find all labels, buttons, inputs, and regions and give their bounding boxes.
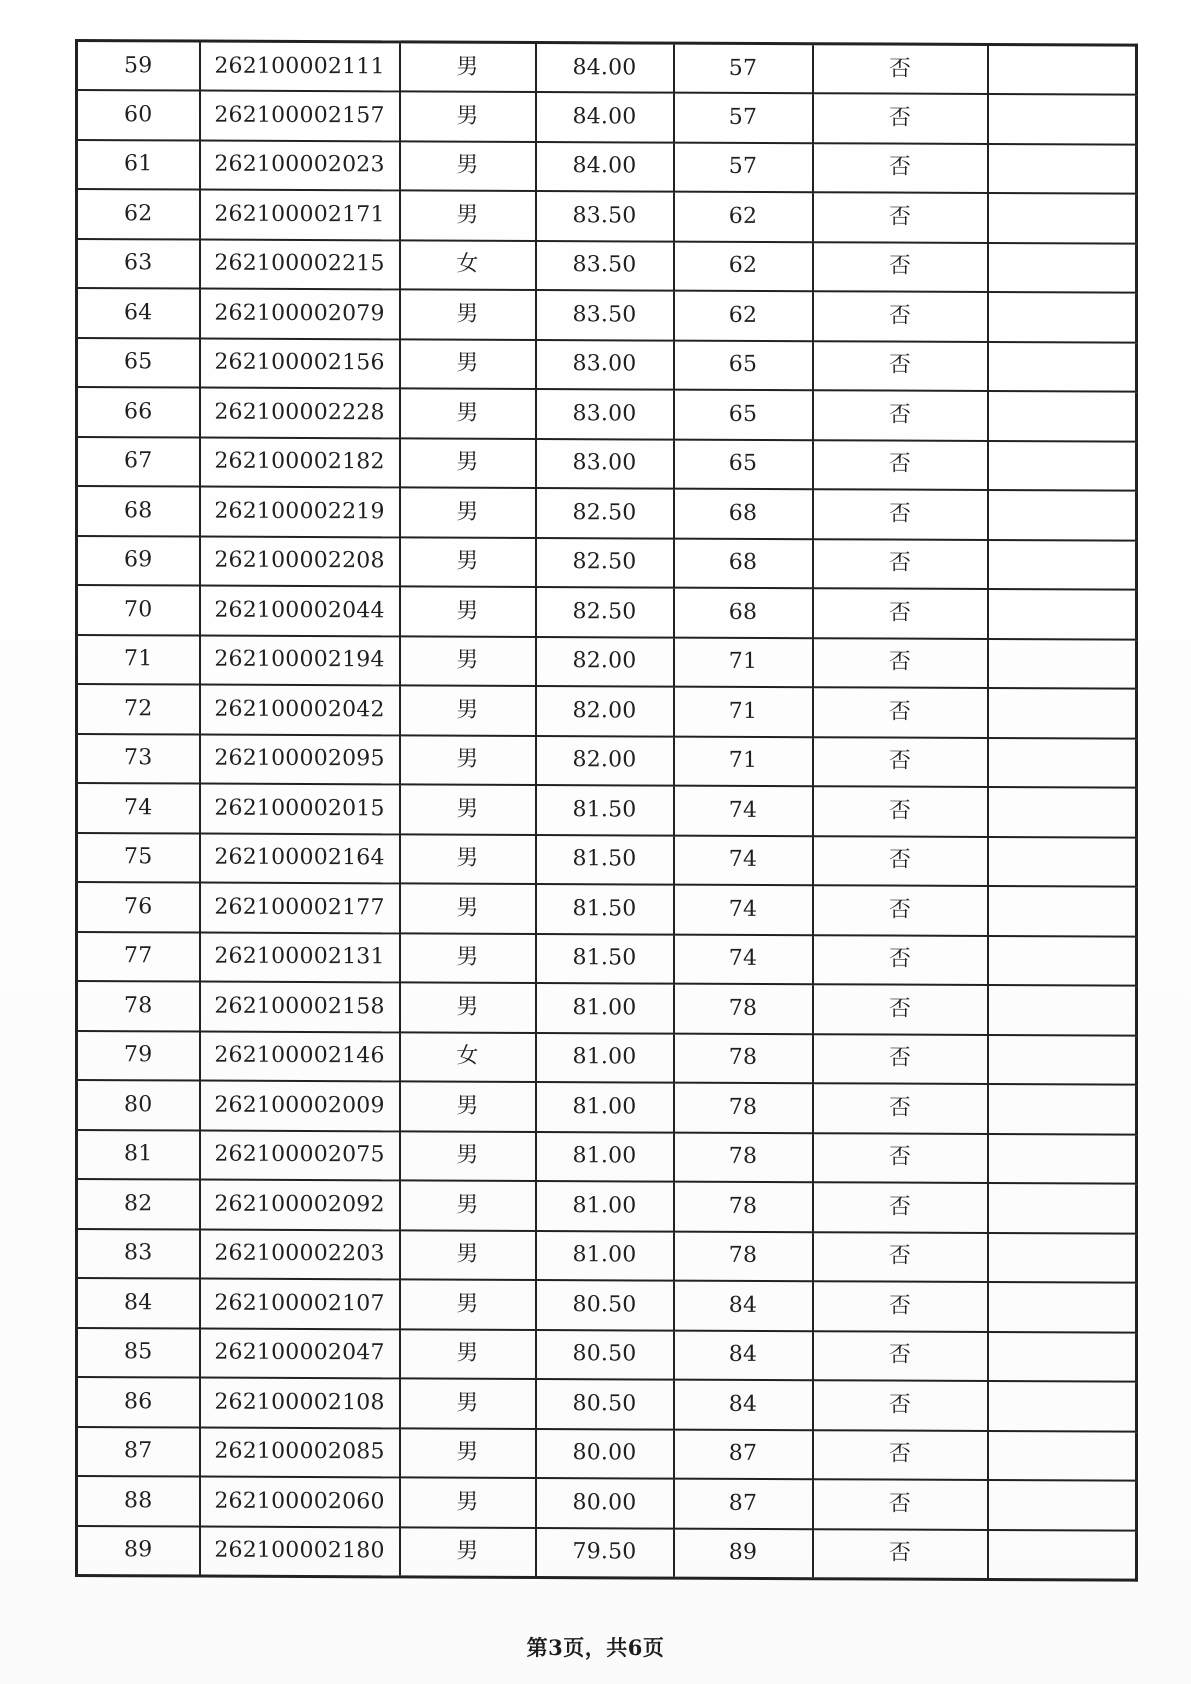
remark-cell [988,1183,1137,1233]
status-cell: 否 [813,984,988,1034]
candidate-id-cell: 262100002111 [200,41,400,91]
rank-cell: 78 [674,1231,813,1281]
score-cell: 81.00 [536,1082,674,1132]
row-number-cell: 84 [77,1278,200,1328]
candidate-id-cell: 262100002203 [200,1229,400,1279]
status-cell: 否 [813,341,988,391]
score-cell: 84.00 [536,92,674,142]
status-cell: 否 [813,588,988,638]
candidate-id-cell: 262100002157 [200,91,400,141]
status-cell: 否 [813,687,988,737]
row-number-cell: 89 [77,1526,200,1576]
table-row [77,437,1137,491]
remark-cell [988,1331,1137,1381]
table-row [77,41,1137,95]
remark-cell [988,1232,1137,1282]
candidate-id-cell: 262100002079 [200,289,400,339]
rank-cell: 78 [674,1132,813,1182]
remark-cell [988,737,1137,787]
candidate-id-cell: 262100002156 [200,338,400,388]
score-cell: 84.00 [536,142,674,192]
rank-cell: 89 [674,1528,813,1578]
table-row [77,189,1137,243]
rank-cell: 74 [674,786,813,836]
row-number-cell: 60 [77,90,200,140]
rank-cell: 71 [674,736,813,786]
score-cell: 83.50 [536,290,674,340]
gender-cell: 女 [400,240,536,290]
score-cell: 81.50 [536,934,674,984]
candidate-id-cell: 262100002180 [200,1526,400,1576]
score-cell: 83.00 [536,389,674,439]
remark-cell [988,787,1137,837]
candidate-id-cell: 262100002182 [200,437,400,487]
status-cell: 否 [813,44,988,94]
gender-cell: 男 [400,685,536,735]
gender-cell: 男 [400,1081,536,1131]
rank-cell: 68 [674,489,813,539]
status-cell: 否 [813,1034,988,1084]
gender-cell: 男 [400,1279,536,1329]
row-number-cell: 87 [77,1427,200,1477]
row-number-cell: 76 [77,882,200,932]
row-number-cell: 62 [77,189,200,239]
row-number-cell: 61 [77,140,200,190]
status-cell: 否 [813,1281,988,1331]
remark-cell [988,1282,1137,1332]
rank-cell: 65 [674,340,813,390]
score-cell: 82.00 [536,736,674,786]
status-cell: 否 [813,440,988,490]
remark-cell [988,1034,1137,1084]
table-row [77,1130,1137,1184]
table-row [77,684,1137,738]
gender-cell: 男 [400,735,536,785]
score-cell: 80.50 [536,1280,674,1330]
results-table-body [77,41,1137,1580]
rank-cell: 87 [674,1429,813,1479]
row-number-cell: 74 [77,783,200,833]
remark-cell [988,688,1137,738]
remark-cell [988,94,1137,144]
candidate-id-cell: 262100002075 [200,1130,400,1180]
table-row [77,239,1137,293]
score-cell: 83.00 [536,340,674,390]
row-number-cell: 71 [77,635,200,685]
score-cell: 83.50 [536,191,674,241]
remark-cell [988,1084,1137,1134]
remark-cell [988,638,1137,688]
gender-cell: 男 [400,1527,536,1577]
rank-cell: 87 [674,1479,813,1529]
candidate-id-cell: 262100002042 [200,685,400,735]
row-number-cell: 78 [77,981,200,1031]
gender-cell: 男 [400,1131,536,1181]
rank-cell: 62 [674,241,813,291]
candidate-id-cell: 262100002107 [200,1279,400,1329]
rank-cell: 62 [674,291,813,341]
table-row [77,1229,1137,1283]
remark-cell [988,341,1137,391]
score-cell: 81.50 [536,785,674,835]
remark-cell [988,440,1137,490]
status-cell: 否 [813,390,988,440]
page-footer: 第3页，共6页 [526,1635,665,1660]
gender-cell: 男 [400,438,536,488]
remark-cell [988,1133,1137,1183]
remark-cell [988,1480,1137,1530]
table-row [77,486,1137,540]
status-cell: 否 [813,1133,988,1183]
candidate-id-cell: 262100002047 [200,1328,400,1378]
rank-cell: 57 [674,93,813,143]
row-number-cell: 73 [77,734,200,784]
table-row [77,1328,1137,1382]
remark-cell [988,1381,1137,1431]
remark-cell [988,985,1137,1035]
status-cell: 否 [813,192,988,242]
rank-cell: 65 [674,439,813,489]
table-row [77,1179,1137,1233]
rank-cell: 78 [674,1083,813,1133]
gender-cell: 男 [400,982,536,1032]
candidate-id-cell: 262100002194 [200,635,400,685]
rank-cell: 68 [674,538,813,588]
candidate-id-cell: 262100002044 [200,586,400,636]
status-cell: 否 [813,836,988,886]
gender-cell: 男 [400,933,536,983]
status-cell: 否 [813,1182,988,1232]
status-cell: 否 [813,885,988,935]
score-cell: 79.50 [536,1528,674,1578]
table-row [77,882,1137,936]
candidate-id-cell: 262100002215 [200,239,400,289]
score-cell: 82.00 [536,686,674,736]
score-cell: 80.00 [536,1429,674,1479]
table-row [77,1080,1137,1134]
candidate-id-cell: 262100002146 [200,1031,400,1081]
score-cell: 81.00 [536,1033,674,1083]
gender-cell: 男 [400,1230,536,1280]
remark-cell [988,143,1137,193]
score-cell: 81.00 [536,1181,674,1231]
remark-cell [988,589,1137,639]
table-row [77,585,1137,639]
status-cell: 否 [813,1529,988,1579]
candidate-id-cell: 262100002208 [200,536,400,586]
table-row [77,387,1137,441]
score-cell: 80.00 [536,1478,674,1528]
gender-cell: 男 [400,537,536,587]
remark-cell [988,1529,1137,1579]
remark-cell [988,391,1137,441]
table-row [77,1278,1137,1332]
rank-cell: 62 [674,192,813,242]
status-cell: 否 [813,242,988,292]
row-number-cell: 86 [77,1377,200,1427]
gender-cell: 男 [400,784,536,834]
rank-cell: 74 [674,885,813,935]
gender-cell: 男 [400,1378,536,1428]
table-row [77,932,1137,986]
remark-cell [988,836,1137,886]
gender-cell: 男 [400,388,536,438]
row-number-cell: 66 [77,387,200,437]
row-number-cell: 67 [77,437,200,487]
table-row [77,635,1137,689]
score-cell: 81.00 [536,1132,674,1182]
rank-cell: 68 [674,588,813,638]
gender-cell: 男 [400,883,536,933]
remark-cell [988,292,1137,342]
table-row [77,1377,1137,1431]
candidate-id-cell: 262100002164 [200,833,400,883]
gender-cell: 女 [400,1032,536,1082]
candidate-id-cell: 262100002015 [200,784,400,834]
table-row [77,90,1137,144]
candidate-id-cell: 262100002171 [200,190,400,240]
row-number-cell: 68 [77,486,200,536]
rank-cell: 84 [674,1380,813,1430]
rank-cell: 57 [674,43,813,93]
score-cell: 82.50 [536,538,674,588]
gender-cell: 男 [400,339,536,389]
table-row [77,833,1137,887]
status-cell: 否 [813,1430,988,1480]
gender-cell: 男 [400,636,536,686]
table-row [77,338,1137,392]
candidate-id-cell: 262100002219 [200,487,400,537]
table-row [77,1427,1137,1481]
candidate-id-cell: 262100002228 [200,388,400,438]
score-cell: 84.00 [536,43,674,93]
gender-cell: 男 [400,42,536,92]
score-cell: 80.50 [536,1330,674,1380]
row-number-cell: 64 [77,288,200,338]
candidate-id-cell: 262100002108 [200,1378,400,1428]
row-number-cell: 65 [77,338,200,388]
status-cell: 否 [813,1380,988,1430]
gender-cell: 男 [400,1477,536,1527]
gender-cell: 男 [400,834,536,884]
score-cell: 81.00 [536,1231,674,1281]
rank-cell: 78 [674,1182,813,1232]
table-row [77,1476,1137,1530]
table-row [77,288,1137,342]
status-cell: 否 [813,539,988,589]
status-cell: 否 [813,1083,988,1133]
candidate-id-cell: 262100002131 [200,932,400,982]
status-cell: 否 [813,291,988,341]
remark-cell [988,44,1137,94]
gender-cell: 男 [400,1428,536,1478]
status-cell: 否 [813,1331,988,1381]
score-cell: 82.00 [536,637,674,687]
candidate-id-cell: 262100002085 [200,1427,400,1477]
candidate-id-cell: 262100002158 [200,982,400,1032]
gender-cell: 男 [400,141,536,191]
status-cell: 否 [813,489,988,539]
row-number-cell: 75 [77,833,200,883]
score-cell: 80.50 [536,1379,674,1429]
table-row [77,734,1137,788]
candidate-id-cell: 262100002009 [200,1081,400,1131]
rank-cell: 78 [674,1033,813,1083]
gender-cell: 男 [400,586,536,636]
gender-cell: 男 [400,1329,536,1379]
candidate-id-cell: 262100002023 [200,140,400,190]
row-number-cell: 77 [77,932,200,982]
table-row [77,1031,1137,1085]
row-number-cell: 72 [77,684,200,734]
rank-cell: 71 [674,637,813,687]
row-number-cell: 83 [77,1229,200,1279]
table-row [77,140,1137,194]
status-cell: 否 [813,786,988,836]
status-cell: 否 [813,1479,988,1529]
remark-cell [988,1430,1137,1480]
status-cell: 否 [813,935,988,985]
score-cell: 81.50 [536,884,674,934]
row-number-cell: 79 [77,1031,200,1081]
table-row [77,536,1137,590]
row-number-cell: 80 [77,1080,200,1130]
row-number-cell: 63 [77,239,200,289]
table-row [77,981,1137,1035]
status-cell: 否 [813,93,988,143]
score-cell: 81.00 [536,983,674,1033]
rank-cell: 65 [674,390,813,440]
gender-cell: 男 [400,289,536,339]
gender-cell: 男 [400,190,536,240]
gender-cell: 男 [400,1180,536,1230]
gender-cell: 男 [400,91,536,141]
remark-cell [988,490,1137,540]
row-number-cell: 81 [77,1130,200,1180]
gender-cell: 男 [400,487,536,537]
remark-cell [988,539,1137,589]
remark-cell [988,242,1137,292]
row-number-cell: 69 [77,536,200,586]
score-cell: 82.50 [536,488,674,538]
score-cell: 83.00 [536,439,674,489]
row-number-cell: 82 [77,1179,200,1229]
status-cell: 否 [813,1232,988,1282]
candidate-id-cell: 262100002060 [200,1477,400,1527]
remark-cell [988,886,1137,936]
row-number-cell: 88 [77,1476,200,1526]
status-cell: 否 [813,143,988,193]
candidate-id-cell: 262100002092 [200,1180,400,1230]
remark-cell [988,935,1137,985]
rank-cell: 78 [674,984,813,1034]
remark-cell [988,193,1137,243]
row-number-cell: 85 [77,1328,200,1378]
candidate-id-cell: 262100002095 [200,734,400,784]
score-cell: 81.50 [536,835,674,885]
rank-cell: 84 [674,1281,813,1331]
rank-cell: 74 [674,835,813,885]
status-cell: 否 [813,638,988,688]
status-cell: 否 [813,737,988,787]
score-cell: 82.50 [536,587,674,637]
score-cell: 83.50 [536,241,674,291]
rank-cell: 57 [674,142,813,192]
row-number-cell: 70 [77,585,200,635]
candidate-id-cell: 262100002177 [200,883,400,933]
rank-cell: 74 [674,934,813,984]
rank-cell: 84 [674,1330,813,1380]
table-row [77,1526,1137,1580]
row-number-cell: 59 [77,41,200,91]
table-row [77,783,1137,837]
results-table [75,39,1138,1581]
rank-cell: 71 [674,687,813,737]
